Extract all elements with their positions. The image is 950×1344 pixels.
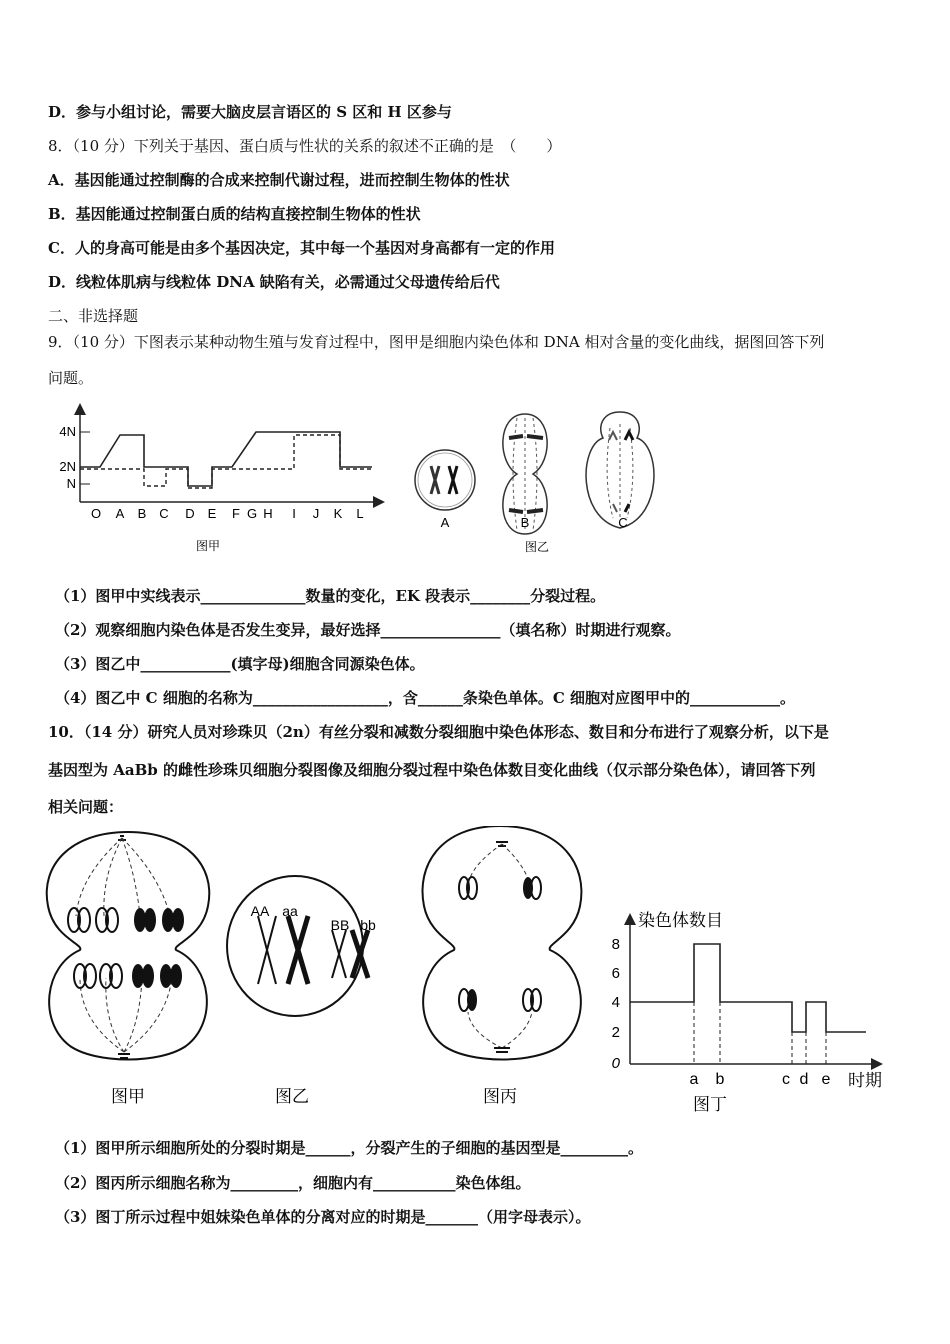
x-label-b: B bbox=[137, 506, 147, 521]
x-label-g: G bbox=[246, 506, 258, 521]
cell-label-b: B bbox=[520, 515, 530, 530]
fig-ding-caption: 图丁 bbox=[693, 1095, 727, 1114]
ding-chromosome-curve bbox=[630, 944, 866, 1032]
figure-caption-yi: 图乙 bbox=[524, 540, 550, 554]
ding-x-label-c: c bbox=[782, 1071, 790, 1088]
ding-y-title: 染色体数目 bbox=[638, 911, 723, 930]
q8-stem: 8．（10 分）下列关于基因、蛋白质与性状的关系的叙述不正确的是 （ ） bbox=[48, 137, 562, 155]
x-label-d: D bbox=[185, 506, 195, 521]
ding-x-label-e: e bbox=[821, 1071, 831, 1088]
ding-x-label-d: d bbox=[799, 1071, 809, 1088]
q7-option-d: D．参与小组讨论，需要大脑皮层言语区的 S 区和 H 区参与 bbox=[48, 103, 452, 121]
dna-curve bbox=[80, 432, 372, 486]
q8-option-b: B．基因能通过控制蛋白质的结构直接控制生物体的性状 bbox=[48, 205, 421, 223]
q10-stem-line1: 10．（14 分）研究人员对珍珠贝（2n）有丝分裂和减数分裂细胞中染色体形态、数目和分布进行了观察分析，以下是 bbox=[48, 723, 829, 741]
q8-option-c: C．人的身高可能是由多个基因决定，其中每一个基因对身高都有一定的作用 bbox=[48, 239, 555, 257]
q9-part4: （4）图乙中 C 细胞的名称为__________________，含______条染色单体。C 细胞对应图甲中的____________。 bbox=[55, 689, 795, 707]
x-label-l: L bbox=[356, 506, 364, 521]
q9-part2: （2）观察细胞内染色体是否发生变异，最好选择________________（填名称）时期进行观察。 bbox=[55, 621, 681, 639]
q10-part3: （3）图丁所示过程中姐妹染色单体的分离对应的时期是_______（用字母表示）。 bbox=[55, 1208, 591, 1226]
gene-label-aa-upper: AA bbox=[250, 903, 270, 919]
fig-jia-cell bbox=[47, 832, 210, 1060]
ding-x-label-b: b bbox=[715, 1071, 725, 1088]
q9-stem-line2: 问题。 bbox=[48, 369, 94, 387]
gene-label-bb-lower: bb bbox=[360, 917, 376, 933]
q10-stem-line3: 相关问题： bbox=[48, 798, 124, 816]
y-label-n: N bbox=[66, 476, 76, 491]
fig-yi-cell bbox=[227, 876, 368, 1016]
ding-x-label-a: a bbox=[689, 1071, 699, 1088]
q8-option-d: D．线粒体肌病与线粒体 DNA 缺陷有关，必需通过父母遗传给后代 bbox=[48, 273, 500, 291]
x-label-i: I bbox=[292, 506, 296, 521]
q9-figure-yi bbox=[405, 400, 675, 564]
ding-y-tick-6: 6 bbox=[611, 965, 620, 982]
q10-part2: （2）图丙所示细胞名称为_________，细胞内有___________染色体组。 bbox=[55, 1174, 531, 1192]
x-label-a: A bbox=[115, 506, 125, 521]
gene-label-bb-upper: BB bbox=[330, 917, 350, 933]
gene-label-aa-lower: aa bbox=[282, 903, 298, 919]
x-label-j: J bbox=[312, 506, 320, 521]
q9-figure-jia bbox=[52, 400, 392, 564]
fig-ding-chart bbox=[630, 916, 880, 1064]
q10-part1: （1）图甲所示细胞所处的分裂时期是______，分裂产生的子细胞的基因型是_________。 bbox=[55, 1139, 643, 1157]
q9-stem-line1: 9．（10 分）下图表示某种动物生殖与发育过程中，图甲是细胞内染色体和 DNA 相对含量的变化曲线，据图回答下列 bbox=[48, 333, 825, 351]
x-label-c: C bbox=[159, 506, 169, 521]
cell-label-a: A bbox=[440, 515, 450, 530]
x-label-h: H bbox=[263, 506, 273, 521]
fig-jia-caption: 图甲 bbox=[111, 1087, 145, 1106]
figure-caption-jia: 图甲 bbox=[195, 539, 221, 553]
x-label-f: F bbox=[232, 506, 240, 521]
chromosome-curve bbox=[80, 435, 372, 488]
ding-y-tick-8: 8 bbox=[611, 936, 620, 953]
cell-c bbox=[586, 412, 654, 528]
ding-y-tick-2: 2 bbox=[611, 1024, 620, 1041]
fig-bing-caption: 图丙 bbox=[483, 1087, 517, 1106]
fig-bing-cell bbox=[423, 826, 582, 1060]
ding-y-tick-0: 0 bbox=[611, 1055, 620, 1072]
cell-label-c: C bbox=[618, 515, 628, 530]
ding-y-tick-4: 4 bbox=[611, 994, 620, 1011]
cell-a bbox=[415, 450, 475, 510]
q9-part3: （3）图乙中____________(填字母)细胞含同源染色体。 bbox=[55, 655, 425, 673]
section-title: 二、非选择题 bbox=[48, 307, 139, 325]
q10-figures bbox=[40, 826, 900, 1130]
fig-yi-caption: 图乙 bbox=[275, 1087, 309, 1106]
y-label-4n: 4N bbox=[59, 424, 76, 439]
ding-x-title: 时期 bbox=[848, 1071, 882, 1090]
y-label-2n: 2N bbox=[59, 459, 76, 474]
q10-stem-line2: 基因型为 AaBb 的雌性珍珠贝细胞分裂图像及细胞分裂过程中染色体数目变化曲线（仅示部分染色体），请回答下列 bbox=[48, 761, 816, 779]
x-label-o: O bbox=[90, 506, 102, 521]
q9-part1: （1）图甲中实线表示______________数量的变化，EK 段表示________分裂过程。 bbox=[55, 587, 606, 605]
x-label-e: E bbox=[207, 506, 217, 521]
x-label-k: K bbox=[333, 506, 343, 521]
q8-option-a: A．基因能通过控制酶的合成来控制代谢过程，进而控制生物体的性状 bbox=[48, 171, 510, 189]
